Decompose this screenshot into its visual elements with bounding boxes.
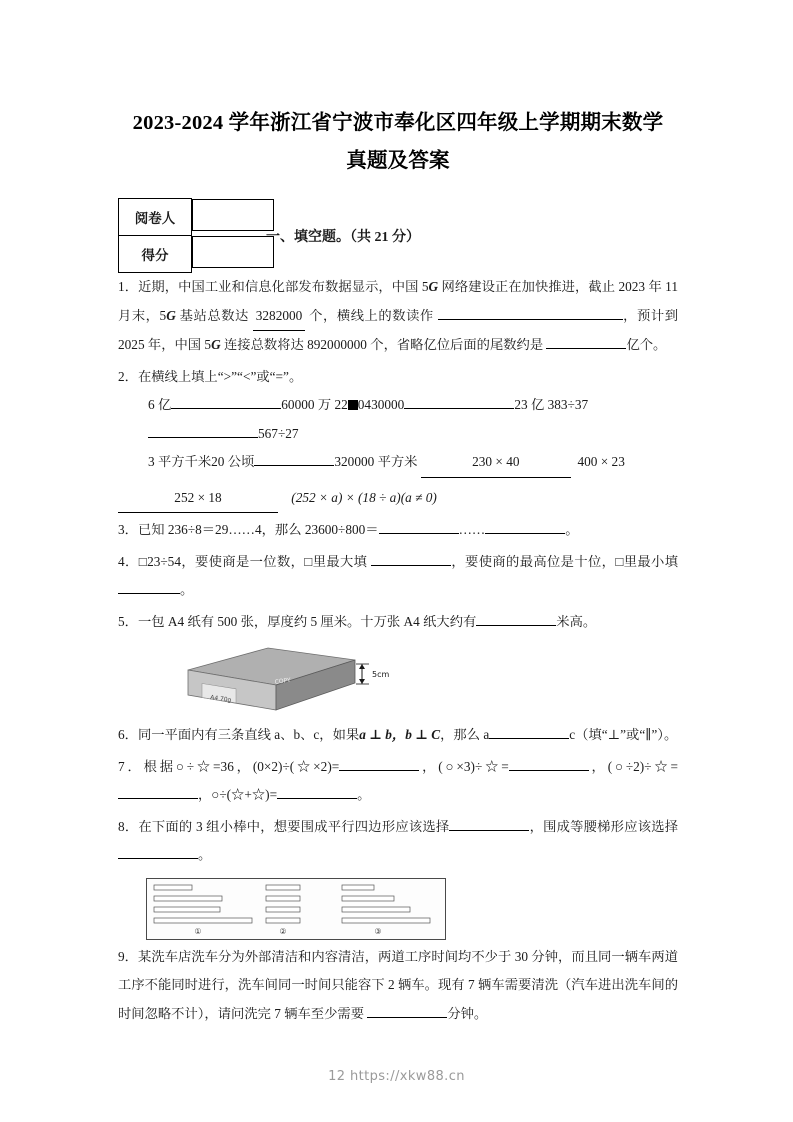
question-3	[118, 516, 678, 545]
question-8-blank-1[interactable]	[449, 830, 529, 831]
title-line-1: 2023-2024 学年浙江省宁波市奉化区四年级上学期期末数学	[132, 112, 664, 134]
a4-box-dimension-label: 5cm	[372, 670, 390, 679]
question-9-text-a: 某洗车店洗车分为外部清洁和内容清洁，两道工序时间均不少于 30 分钟，而且同一辆车两道工序不能同时进行，洗车间同一时间只能容下 2 辆车。现有 7 辆车需要清洗（汽车进出洗车间的时间忽略不计），请问洗完 7 辆车至少需要	[118, 948, 678, 1021]
question-1	[118, 273, 678, 360]
question-2-text: 在横线上填上“>”“<”或“=”。	[137, 368, 303, 384]
section-heading: 一、填空题。（共 21 分）	[266, 230, 420, 245]
question-9-blank-1[interactable]	[367, 1017, 447, 1018]
question-4-blank-2[interactable]	[118, 593, 180, 594]
q2-l2-blank-2[interactable]: 230 × 40	[421, 448, 571, 478]
page-title	[118, 104, 678, 180]
q2-l1-blank-2[interactable]	[404, 408, 514, 409]
question-6-text-a: 同一平面内有三条直线 a、b、c，如果	[137, 727, 360, 742]
question-2-line-3	[118, 484, 678, 514]
q2-l2-a: 3 平方千米20 公顷	[148, 454, 255, 469]
question-6	[118, 721, 678, 750]
q2-l2-b: 320000 平方米	[334, 454, 418, 469]
question-1-text-d: 个，横线上的数读作	[305, 307, 438, 323]
title-line-2: 真题及答案	[346, 150, 450, 172]
q2-l3-blank-1[interactable]: 252 × 18	[118, 484, 278, 514]
question-3-text-c: 。	[565, 522, 579, 537]
question-9	[118, 943, 678, 1029]
stick-group-3-label: ③	[374, 926, 382, 936]
question-7-text-e: 。	[357, 787, 371, 802]
stick-group-2-label: ②	[279, 926, 287, 936]
grader-label: 阅卷人	[119, 199, 192, 236]
page-content	[118, 0, 678, 1028]
score-label: 得分	[119, 236, 192, 273]
table-row	[119, 199, 275, 236]
table-row	[119, 236, 275, 273]
question-1-italic-g3: G	[211, 337, 221, 352]
q2-l1-c-pre: 22	[334, 397, 348, 412]
question-7-text-d: ，○÷(☆+☆)=	[198, 787, 278, 802]
question-1-italic-g1: G	[428, 279, 439, 294]
grader-table	[118, 198, 275, 273]
question-2	[118, 363, 678, 392]
question-5-text-b: 米高。	[556, 613, 597, 629]
question-1-text-c: 基站总数达	[175, 307, 253, 323]
question-8	[118, 813, 678, 870]
question-7-text-b: ，(○×3)÷☆=	[419, 758, 509, 774]
question-1-text-e: ，预计到 2025 年，中国 5	[118, 307, 678, 352]
q2-l3-expression: (252 × a) × (18 ÷ a)(a ≠ 0)	[291, 489, 437, 505]
question-1-text-g: 亿个。	[626, 337, 667, 352]
q2-l2-blank-1[interactable]	[254, 465, 334, 466]
section-header-row	[118, 198, 678, 270]
question-1-text-f: 连接总数将达 892000000 个，省略亿位后面的尾数约是	[220, 337, 547, 352]
question-4-blank-1[interactable]	[371, 565, 451, 566]
question-1-underlined-value: 3282000	[253, 302, 306, 332]
question-5	[118, 608, 678, 637]
question-9-number: 9．	[118, 948, 139, 964]
question-3-text-b: ……	[458, 522, 486, 537]
a4-box-illustration	[180, 640, 410, 718]
question-7-text-c: ，(○÷2)÷☆=	[588, 758, 678, 774]
question-6-number: 6．	[118, 727, 138, 742]
question-6-italic: a ⊥ b，b ⊥ C	[359, 727, 441, 742]
question-8-text-a: 在下面的 3 组小棒中，想要围成平行四边形应该选择	[138, 818, 450, 834]
question-4-number: 4．	[118, 553, 139, 569]
question-8-text-b: ，围成等腰梯形应该选择	[529, 818, 679, 834]
q2-l1-blank-3[interactable]	[148, 437, 258, 438]
stick-group-1-label: ①	[194, 926, 202, 936]
question-7-number: 7．	[118, 758, 144, 774]
sticks-groups-figure	[146, 878, 678, 940]
question-7-blank-3[interactable]	[118, 798, 198, 799]
a4-paper-box-figure	[180, 640, 678, 718]
question-7-blank-2[interactable]	[509, 770, 589, 771]
sticks-illustration	[146, 878, 446, 940]
grader-value[interactable]	[192, 199, 274, 231]
question-2-line-2	[118, 448, 678, 478]
question-8-text-c: 。	[198, 847, 212, 862]
question-8-number: 8．	[118, 818, 139, 834]
question-3-blank-2[interactable]	[485, 533, 565, 534]
q2-l1-a: 6 亿	[148, 397, 172, 412]
q2-l1-d: 23 亿	[514, 397, 545, 412]
q2-l1-e: 383÷37	[547, 397, 589, 412]
question-9-text-b: 分钟。	[447, 1005, 488, 1021]
question-4-text-a: □23÷54，要使商是一位数，□里最大填	[138, 553, 372, 569]
q2-l1-c-post: 0430000	[357, 397, 405, 412]
question-1-number: 1．	[118, 279, 139, 294]
question-7-blank-1[interactable]	[339, 770, 419, 771]
question-6-blank-1[interactable]	[489, 738, 569, 739]
question-7	[118, 753, 678, 810]
page-footer: 12 https://xkw88.cn	[328, 1069, 465, 1084]
svg-text:A4 70g: A4 70g	[209, 694, 232, 704]
question-2-line-1	[118, 391, 678, 448]
q2-l1-b: 60000 万	[281, 397, 332, 412]
question-8-blank-2[interactable]	[118, 858, 198, 859]
question-1-italic-g2: G	[166, 307, 176, 323]
q2-l1-f: 567÷27	[258, 425, 299, 441]
question-2-number: 2．	[118, 368, 138, 384]
question-4-text-c: 。	[180, 582, 194, 597]
q2-l2-d: 400 × 23	[577, 454, 625, 469]
svg-text:COPY: COPY	[274, 676, 292, 686]
question-3-number: 3．	[118, 522, 138, 537]
question-4	[118, 548, 678, 605]
question-7-text-a: 根据○÷☆=36，(0×2)÷(☆×2)=	[143, 758, 340, 774]
question-6-text-b: ，那么 a	[440, 727, 490, 742]
question-5-blank-1[interactable]	[476, 625, 556, 626]
question-1-blank-1[interactable]	[438, 319, 623, 320]
question-7-blank-4[interactable]	[277, 798, 357, 799]
question-1-text-b: 网络建设正在加快推进，截止 2023 年 11 月末，5	[118, 279, 678, 323]
question-3-blank-1[interactable]	[379, 533, 459, 534]
question-4-text-b: ，要使商的最高位是十位，□里最小填	[451, 553, 679, 569]
question-1-blank-2[interactable]	[546, 348, 626, 349]
question-3-text-a: 已知 236÷8＝29……4，那么 23600÷800＝	[137, 522, 379, 537]
question-6-text-c: c（填“⊥”或“∥”）。	[569, 727, 678, 742]
q2-l1-blank-1[interactable]	[171, 408, 281, 409]
filled-square-icon	[348, 400, 358, 410]
question-1-text-a: 近期，中国工业和信息化部发布数据显示，中国 5	[138, 279, 429, 294]
score-value[interactable]	[192, 236, 274, 268]
question-5-text-a: 一包 A4 纸有 500 张，厚度约 5 厘米。十万张 A4 纸大约有	[137, 613, 477, 629]
question-5-number: 5．	[118, 613, 138, 629]
